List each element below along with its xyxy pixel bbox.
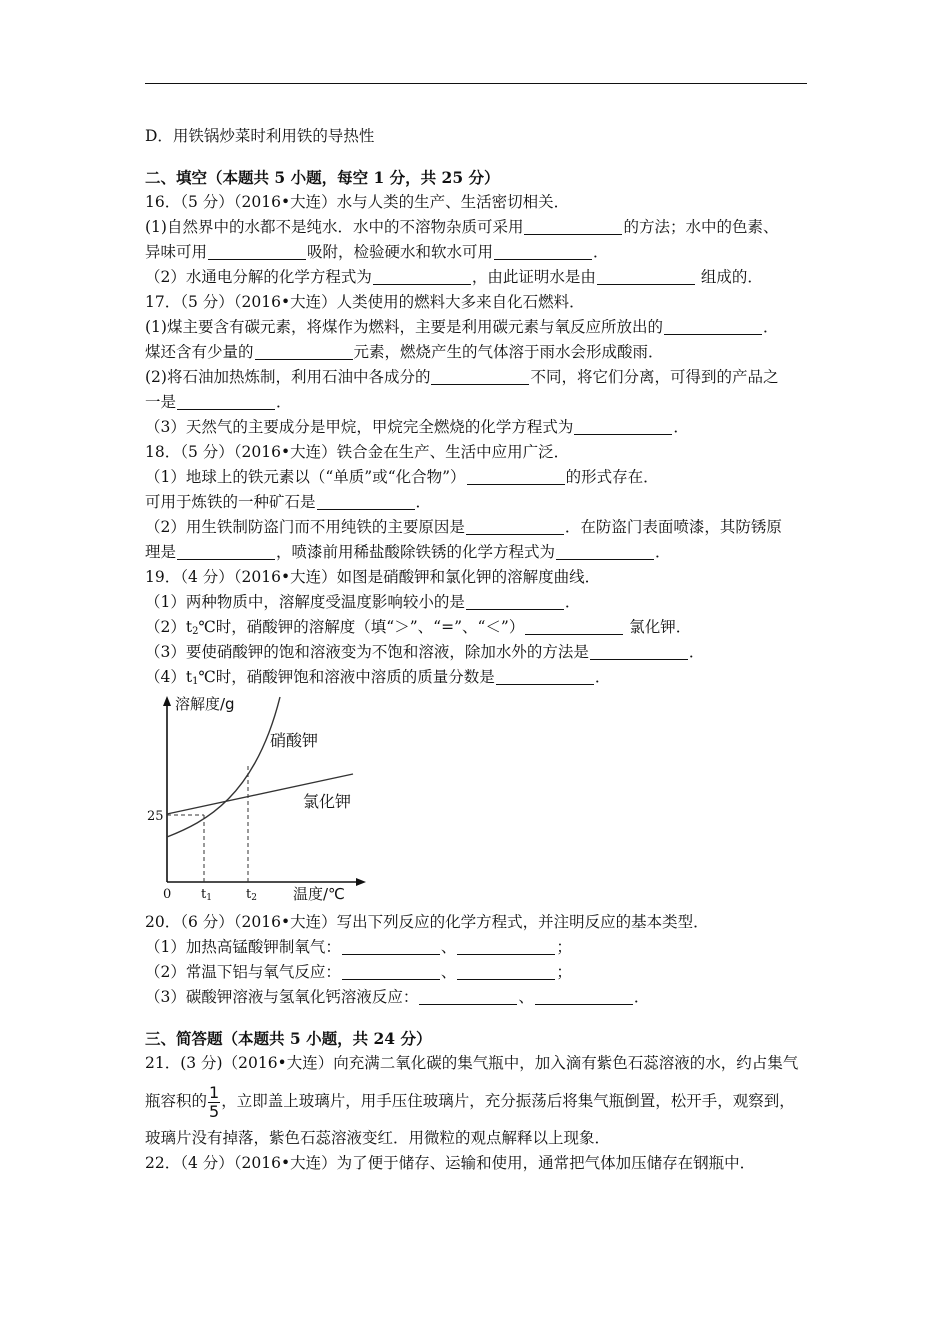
- x-tick-t1: t1: [201, 887, 212, 903]
- q18-part2-line2: 理是 ，喷漆前用稀盐酸除铁锈的化学方程式为 ．: [145, 543, 671, 561]
- q17-part3: （3）天然气的主要成分是甲烷，甲烷完全燃烧的化学方程式为 ．: [145, 418, 689, 436]
- q17-part1-line1: (1)煤主要含有碳元素，将煤作为燃料，主要是利用碳元素与氧反应所放出的 ．: [145, 318, 779, 336]
- answer-blank[interactable]: [457, 962, 555, 980]
- answer-blank[interactable]: [457, 937, 555, 955]
- answer-blank[interactable]: [664, 317, 762, 335]
- answer-blank[interactable]: [494, 242, 592, 260]
- q20-part3: （3）碳酸钾溶液与氢氧化钙溶液反应： 、 ．: [145, 988, 650, 1006]
- answer-blank[interactable]: [535, 987, 633, 1005]
- q21-line3: 玻璃片没有掉落，紫色石蕊溶液变红．用微粒的观点解释以上现象．: [145, 1129, 611, 1147]
- answer-blank[interactable]: [466, 592, 564, 610]
- q16-head: 16．（5 分）（2016•大连）水与人类的生产、生活密切相关．: [145, 193, 570, 211]
- answer-blank[interactable]: [496, 667, 594, 685]
- q18-part1-line1: （1）地球上的铁元素以（“单质”或“化合物”） 的形式存在．: [145, 468, 659, 486]
- answer-blank[interactable]: [317, 492, 415, 510]
- q17-head: 17．（5 分）（2016•大连）人类使用的燃料大多来自化石燃料．: [145, 293, 585, 311]
- fraction-one-fifth: $\frac{1}{5}$: [209, 1082, 220, 1121]
- y-axis-arrow-icon: [163, 696, 171, 706]
- q21-line2: 瓶容积的 $\frac{1}{5}$ ，立即盖上玻璃片，用手压住玻璃片，充分振荡后将集气瓶倒置，松开手，观察到，: [145, 1082, 795, 1121]
- y-axis-label: 溶解度/g: [175, 695, 235, 713]
- header-rule: [145, 83, 807, 84]
- answer-blank[interactable]: [574, 417, 672, 435]
- q21-line1: 21．(3 分)（2016•大连）向充满二氧化碳的集气瓶中，加入滴有紫色石蕊溶液的水，约占集气: [145, 1054, 799, 1072]
- q20-part2: （2）常温下铝与氧气反应： 、 ；: [145, 963, 572, 981]
- answer-blank[interactable]: [419, 987, 517, 1005]
- q20-part1: （1）加热高锰酸钾制氧气： 、 ；: [145, 938, 572, 956]
- answer-blank[interactable]: [177, 542, 275, 560]
- answer-blank[interactable]: [208, 242, 306, 260]
- q16-part2: （2）水通电分解的化学方程式为 ，由此证明水是由 组成的．: [145, 268, 763, 286]
- answer-blank[interactable]: [342, 937, 440, 955]
- series-label-kcl: 氯化钾: [303, 792, 352, 811]
- y-tick-25: 25: [147, 809, 164, 824]
- section-3-title: 三、简答题（本题共 5 小题，共 24 分）: [145, 1029, 432, 1048]
- answer-blank[interactable]: [255, 342, 353, 360]
- answer-blank[interactable]: [556, 542, 654, 560]
- x-axis-label: 温度/℃: [293, 885, 345, 903]
- answer-blank[interactable]: [525, 617, 623, 635]
- origin-label: 0: [163, 887, 172, 902]
- answer-blank[interactable]: [431, 367, 529, 385]
- answer-blank[interactable]: [467, 467, 565, 485]
- x-tick-t2: t2: [246, 887, 257, 903]
- answer-blank[interactable]: [342, 962, 440, 980]
- q16-part1-line2: 异味可用 吸附，检验硬水和软水可用 ．: [145, 243, 609, 261]
- solubility-chart-svg: [145, 692, 385, 904]
- option-d: D．用铁锅炒菜时利用铁的导热性: [145, 127, 375, 145]
- solubility-chart: [145, 692, 385, 904]
- q17-part2-line2: 一是 ．: [145, 393, 292, 411]
- q19-part1: （1）两种物质中，溶解度受温度影响较小的是 ．: [145, 593, 581, 611]
- answer-blank[interactable]: [597, 267, 695, 285]
- q18-part1-line2: 可用于炼铁的一种矿石是 ．: [145, 493, 432, 511]
- q17-part2-line1: (2)将石油加热炼制，利用石油中各成分的 不同，将它们分离，可得到的产品之: [145, 368, 779, 386]
- q19-part4: $(4)t_1℃$时，硝酸钾饱和溶液中溶质的质量分数是 ．: [145, 668, 611, 687]
- q17-part1-line2: 煤还含有少量的 元素，燃烧产生的气体溶于雨水会形成酸雨．: [145, 343, 664, 361]
- answer-blank[interactable]: [373, 267, 471, 285]
- q19-head: 19．（4 分）（2016•大连）如图是硝酸钾和氯化钾的溶解度曲线．: [145, 568, 601, 586]
- answer-blank[interactable]: [524, 217, 622, 235]
- answer-blank[interactable]: [590, 642, 688, 660]
- series-label-kno3: 硝酸钾: [270, 731, 319, 750]
- x-axis-arrow-icon: [356, 878, 366, 886]
- q18-head: 18．（5 分）（2016•大连）铁合金在生产、生活中应用广泛．: [145, 443, 570, 461]
- exam-content: [145, 124, 807, 1176]
- answer-blank[interactable]: [466, 517, 564, 535]
- q19-part2: $(2)t_2℃$时，硝酸钾的溶解度（填“＞”、“=”、“＜”） 氯化钾．: [145, 618, 692, 637]
- q16-part1-line1: (1)自然界中的水都不是纯水．水中的不溶物杂质可采用 的方法；水中的色素、: [145, 218, 779, 236]
- q18-part2-line1: （2）用生铁制防盗门而不用纯铁的主要原因是 ．在防盗门表面喷漆，其防锈原: [145, 518, 782, 536]
- q19-part3: （3）要使硝酸钾的饱和溶液变为不饱和溶液，除加水外的方法是 ．: [145, 643, 705, 661]
- section-2-title: 二、填空（本题共 5 小题，每空 1 分，共 25 分）: [145, 168, 500, 187]
- q22-head: 22．（4 分）（2016•大连）为了便于储存、运输和使用，通常把气体加压储存在钢瓶中．: [145, 1154, 756, 1172]
- answer-blank[interactable]: [177, 392, 275, 410]
- q20-head: 20．（6 分）（2016•大连）写出下列反应的化学方程式，并注明反应的基本类型．: [145, 913, 709, 931]
- series-kno3-curve: [167, 697, 280, 837]
